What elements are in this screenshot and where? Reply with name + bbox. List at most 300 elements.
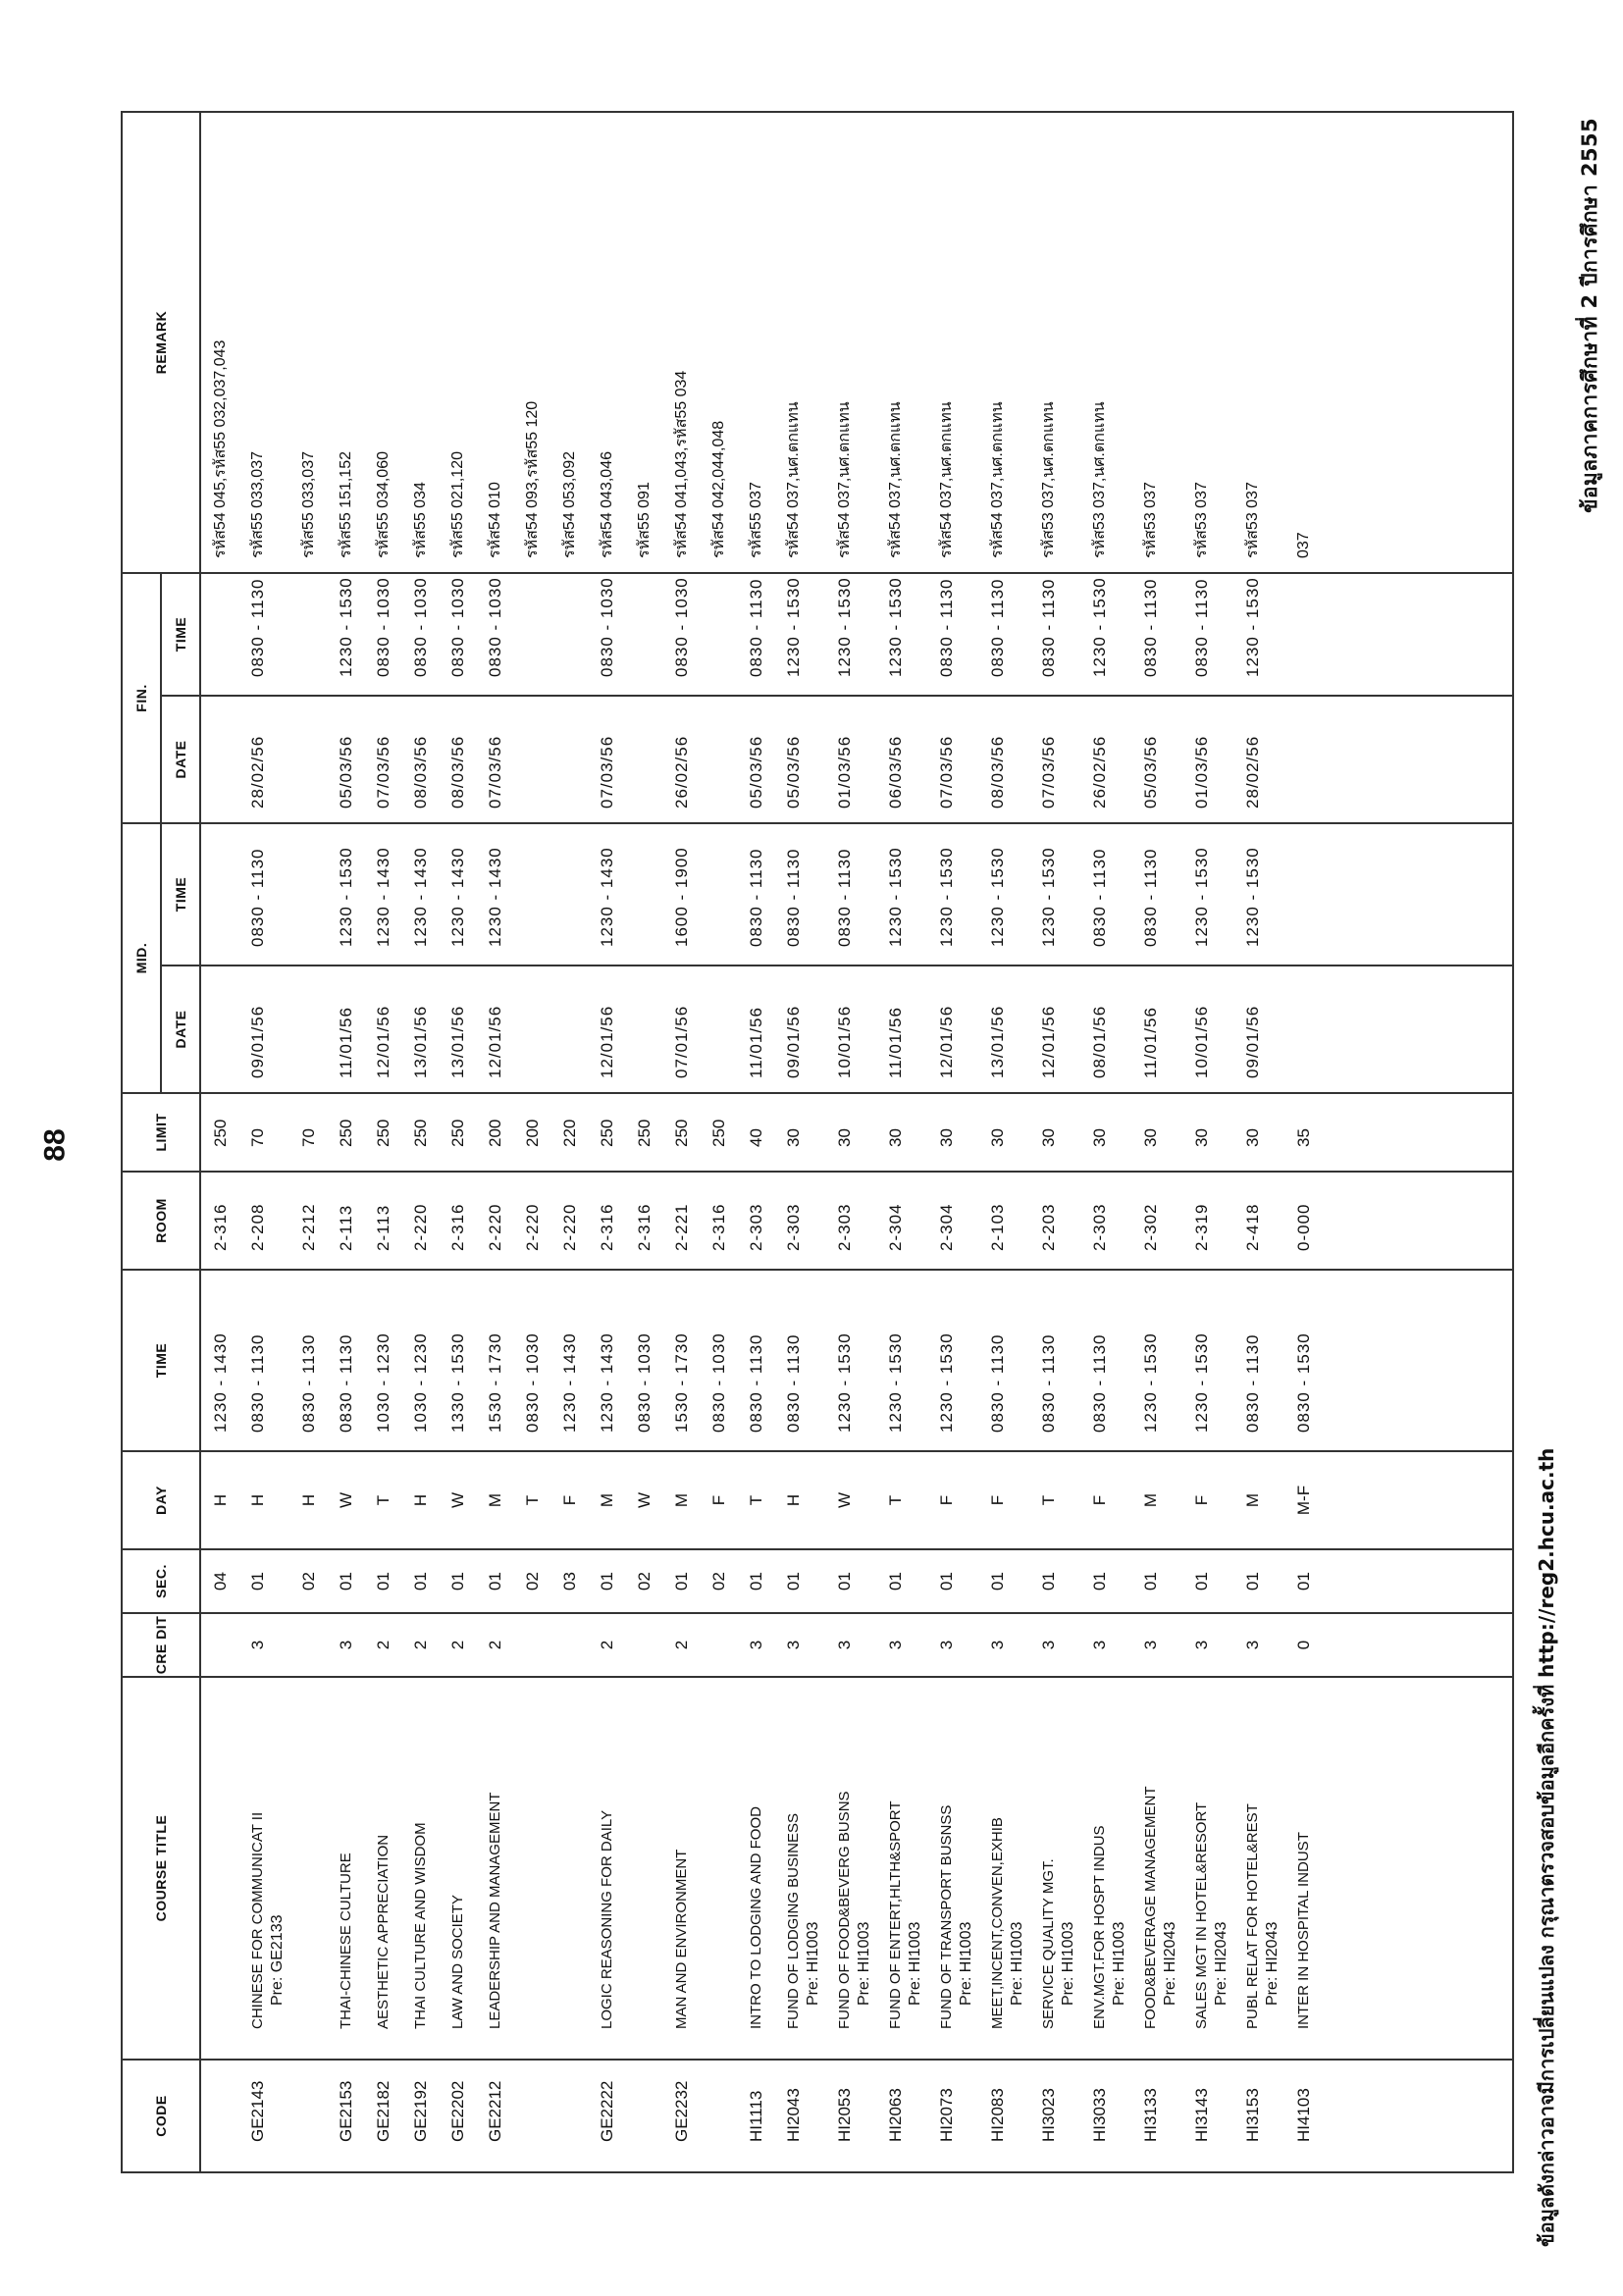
cell-remark-text: รหัส54 037,นศ.ตกแทน [938, 401, 955, 558]
cell-remark-text: รหัส54 053,092 [561, 451, 578, 558]
cell-day [635, 1452, 672, 1548]
cell-day [937, 1452, 988, 1548]
cell-day-text: F [988, 1494, 1007, 1506]
cell-sec-text: 01 [1141, 1572, 1160, 1591]
cell-remark-text: รหัส53 037 [1193, 482, 1210, 558]
cell-limit-text: 30 [784, 1128, 803, 1147]
cell-title [1192, 1678, 1243, 2059]
cell-remark [1039, 113, 1090, 572]
cell-fin-date-text: 05/03/56 [1141, 735, 1160, 809]
cell-title [523, 1678, 560, 2059]
cell-remark [560, 113, 598, 572]
cell-code-text: HI3133 [1141, 2088, 1160, 2142]
cell-day-text: F [1192, 1494, 1211, 1506]
cell-room-text: 2-103 [988, 1203, 1007, 1251]
cell-time [747, 1271, 784, 1450]
cell-mid-time [886, 824, 937, 965]
cell-fin-date [374, 697, 411, 822]
cell-remark-text: รหัส53 037,นศ.ตกแทน [1091, 401, 1108, 558]
cell-limit [374, 1094, 411, 1171]
cell-room [1141, 1173, 1192, 1269]
cell-limit-text: 250 [337, 1119, 355, 1147]
cell-credit [747, 1614, 784, 1676]
cell-time-text: 0830 - 1130 [1243, 1333, 1262, 1433]
cell-mid-date [784, 966, 835, 1092]
cell-fin-date-text: 08/03/56 [448, 735, 467, 809]
cell-room [988, 1173, 1039, 1269]
cell-fin-date [248, 697, 299, 822]
cell-room-text: 2-220 [560, 1203, 579, 1251]
cell-title [1039, 1678, 1090, 2059]
cell-limit [248, 1094, 299, 1171]
cell-code [337, 2061, 374, 2171]
cell-mid-date [747, 966, 784, 1092]
cell-day [486, 1452, 523, 1548]
cell-sec [1141, 1550, 1192, 1612]
cell-code-text: HI3023 [1039, 2088, 1058, 2142]
cell-mid-time-text: 1230 - 1530 [937, 847, 956, 947]
cell-time-text: 1230 - 1430 [560, 1332, 579, 1433]
cell-title-text: PUBL RELAT FOR HOTEL&REST [1244, 1803, 1261, 2029]
cell-fin-date [486, 697, 523, 822]
cell-limit [1141, 1094, 1192, 1171]
cell-fin-date [988, 697, 1039, 822]
cell-credit [448, 1614, 486, 1676]
page-number: 88 [38, 1128, 72, 1162]
cell-fin-time-text: 0830 - 1130 [747, 578, 765, 677]
cell-credit [886, 1614, 937, 1676]
cell-code-text: HI3033 [1090, 2088, 1109, 2142]
cell-mid-date [1141, 966, 1192, 1092]
cell-mid-time [211, 824, 248, 965]
cell-credit-text: 3 [1243, 1640, 1262, 1650]
cell-time [784, 1271, 835, 1450]
cell-limit [337, 1094, 374, 1171]
cell-limit-text: 70 [248, 1128, 267, 1147]
cell-time [1141, 1271, 1192, 1450]
cell-room-text: 2-221 [672, 1203, 691, 1251]
cell-limit-text: 30 [1243, 1128, 1262, 1147]
cell-credit-text: 3 [248, 1640, 267, 1650]
cell-mid-time [248, 824, 299, 965]
col-header-credit: CRE DIT [122, 1613, 200, 1677]
cell-room-text: 2-418 [1243, 1203, 1262, 1251]
cell-mid-date-text: 11/01/56 [337, 1007, 355, 1078]
cell-room-text: 2-303 [784, 1203, 803, 1251]
cell-limit [672, 1094, 709, 1171]
cell-limit [211, 1094, 248, 1171]
cell-sec [486, 1550, 523, 1612]
cell-fin-time [672, 574, 709, 695]
cell-room-text: 2-316 [635, 1203, 654, 1251]
cell-room [835, 1173, 886, 1269]
cell-room [560, 1173, 598, 1269]
cell-mid-date-text: 07/01/56 [672, 1005, 691, 1078]
cell-remark [988, 113, 1039, 572]
cell-remark [411, 113, 448, 572]
cell-limit-text: 200 [486, 1119, 504, 1147]
cell-credit-text: 2 [672, 1640, 691, 1650]
cell-title [299, 1678, 337, 2059]
day-column [200, 1451, 1513, 1549]
cell-sec-text: 01 [598, 1572, 616, 1591]
cell-fin-time-text: 1230 - 1530 [337, 577, 355, 677]
cell-mid-date [560, 966, 598, 1092]
col-header-sec: SEC. [122, 1549, 200, 1613]
cell-time [988, 1271, 1039, 1450]
cell-code [1192, 2061, 1243, 2171]
cell-day [886, 1452, 937, 1548]
cell-fin-date-text: 28/02/56 [1243, 735, 1262, 809]
cell-title-text: FUND OF TRANSPORT BUSNSS [938, 1804, 955, 2029]
cell-limit [1243, 1094, 1294, 1171]
cell-limit [1294, 1094, 1332, 1171]
cell-code-text: GE2192 [411, 2080, 430, 2142]
footer-notice: ข้อมูลดังกล่าวอาจมีการเปลี่ยนแปลง กรุณาตรวจสอบข้อมูลอีกครั้งที่ http://reg2.hcu.ac.th [1535, 1447, 1558, 2247]
cell-time-text: 1030 - 1230 [411, 1332, 430, 1433]
cell-mid-time [747, 824, 784, 965]
cell-mid-time [709, 824, 747, 965]
cell-fin-time [886, 574, 937, 695]
cell-limit-text: 250 [709, 1119, 728, 1147]
cell-room [248, 1173, 299, 1269]
cell-title-text: SERVICE QUALITY MGT. [1040, 1858, 1057, 2029]
cell-time-text: 1530 - 1730 [486, 1332, 504, 1433]
cell-credit-text: 2 [374, 1640, 393, 1650]
cell-title-text: THAI CULTURE AND WISDOM [412, 1822, 429, 2029]
cell-sec-text: 02 [709, 1572, 728, 1591]
col-header-mid-time: TIME [161, 823, 200, 965]
cell-code-text: HI2073 [937, 2088, 956, 2142]
cell-day [598, 1452, 635, 1548]
cell-code [635, 2061, 672, 2171]
cell-mid-date [486, 966, 523, 1092]
cell-limit [635, 1094, 672, 1171]
cell-limit-text: 250 [211, 1119, 230, 1147]
cell-credit-text: 0 [1294, 1640, 1313, 1650]
cell-limit [1090, 1094, 1141, 1171]
cell-code-text: GE2232 [672, 2080, 691, 2142]
cell-credit-text: 3 [1141, 1640, 1160, 1650]
cell-room [937, 1173, 988, 1269]
cell-day [523, 1452, 560, 1548]
cell-room [672, 1173, 709, 1269]
cell-fin-date-text: 26/02/56 [672, 735, 691, 809]
cell-day-text: W [835, 1491, 854, 1509]
cell-remark-text: 037 [1295, 532, 1312, 558]
cell-limit [988, 1094, 1039, 1171]
cell-mid-time [523, 824, 560, 965]
cell-credit [784, 1614, 835, 1676]
cell-mid-date [672, 966, 709, 1092]
cell-remark-text: รหัส55 034,060 [375, 451, 392, 558]
cell-sec-text: 01 [988, 1572, 1007, 1591]
cell-code [523, 2061, 560, 2171]
cell-time [211, 1271, 248, 1450]
prerequisite-text: Pre: HI1003 [958, 1921, 974, 2006]
cell-day-text: T [1039, 1494, 1058, 1506]
cell-fin-time [747, 574, 784, 695]
cell-credit-text: 3 [337, 1640, 355, 1650]
cell-limit [709, 1094, 747, 1171]
prerequisite-text: Pre: HI2043 [1162, 1921, 1178, 2006]
cell-sec-text: 01 [1090, 1572, 1109, 1591]
cell-time-text: 1230 - 1530 [886, 1332, 905, 1433]
cell-mid-time [1192, 824, 1243, 965]
cell-time-text: 0830 - 1030 [523, 1332, 542, 1433]
cell-credit-text: 3 [1039, 1640, 1058, 1650]
cell-room [211, 1173, 248, 1269]
cell-code [598, 2061, 635, 2171]
cell-mid-time [1090, 824, 1141, 965]
cell-credit [523, 1614, 560, 1676]
cell-mid-date-text: 09/01/56 [784, 1005, 803, 1078]
cell-time [1192, 1271, 1243, 1450]
cell-mid-time [672, 824, 709, 965]
cell-mid-time-text: 1230 - 1430 [448, 847, 467, 947]
cell-time-text: 0830 - 1130 [784, 1333, 803, 1433]
cell-title [709, 1678, 747, 2059]
cell-mid-time-text: 0830 - 1130 [1090, 848, 1109, 947]
cell-limit-text: 30 [886, 1128, 905, 1147]
cell-mid-time-text: 1230 - 1530 [886, 847, 905, 947]
cell-mid-date-text: 09/01/56 [1243, 1005, 1262, 1078]
cell-title [1141, 1678, 1192, 2059]
col-header-remark: REMARK [122, 112, 200, 573]
cell-time-text: 1530 - 1730 [672, 1332, 691, 1433]
cell-mid-date-text: 08/01/56 [1090, 1005, 1109, 1078]
cell-limit-text: 250 [411, 1119, 430, 1147]
cell-title [560, 1678, 598, 2059]
prerequisite-text: Pre: HI1003 [1111, 1921, 1127, 2006]
cell-credit [598, 1614, 635, 1676]
cell-code [784, 2061, 835, 2171]
exam-schedule-table [121, 111, 1514, 2173]
cell-mid-time-text: 1230 - 1530 [1243, 847, 1262, 947]
cell-sec-text: 01 [448, 1572, 467, 1591]
cell-mid-time-text: 1230 - 1430 [374, 847, 393, 947]
cell-limit [835, 1094, 886, 1171]
sec-column [200, 1549, 1513, 1613]
cell-credit-text: 3 [886, 1640, 905, 1650]
cell-fin-time-text: 0830 - 1130 [1141, 578, 1160, 677]
cell-remark [1141, 113, 1192, 572]
cell-fin-date [560, 697, 598, 822]
cell-credit-text: 2 [411, 1640, 430, 1650]
cell-fin-time-text: 0830 - 1130 [248, 578, 267, 677]
cell-day-text: M [598, 1492, 616, 1508]
cell-limit [747, 1094, 784, 1171]
cell-credit [211, 1614, 248, 1676]
cell-day-text: M-F [1294, 1485, 1313, 1516]
cell-room-text: 2-319 [1192, 1203, 1211, 1251]
cell-mid-time-text: 1230 - 1530 [1192, 847, 1211, 947]
cell-fin-date [1090, 697, 1141, 822]
cell-mid-date-text: 12/01/56 [1039, 1005, 1058, 1078]
cell-day-text: H [248, 1493, 267, 1507]
cell-time-text: 0830 - 1030 [635, 1332, 654, 1433]
cell-remark-text: รหัส55 091 [636, 482, 653, 558]
cell-sec [1090, 1550, 1141, 1612]
cell-mid-time-text: 0830 - 1130 [1141, 848, 1160, 947]
col-header-limit: LIMIT [122, 1093, 200, 1172]
cell-time [835, 1271, 886, 1450]
cell-day-text: T [374, 1494, 393, 1506]
cell-title [937, 1678, 988, 2059]
cell-time-text: 1030 - 1230 [374, 1332, 393, 1433]
cell-time-text: 1230 - 1530 [1141, 1332, 1160, 1433]
cell-remark-text: รหัส53 037 [1244, 482, 1261, 558]
cell-room-text: 2-203 [1039, 1203, 1058, 1251]
cell-day-text: F [560, 1494, 579, 1506]
cell-room [299, 1173, 337, 1269]
cell-mid-time [635, 824, 672, 965]
cell-code [374, 2061, 411, 2171]
cell-sec-text: 01 [937, 1572, 956, 1591]
cell-day [299, 1452, 337, 1548]
cell-fin-time-text: 1230 - 1530 [1090, 577, 1109, 677]
cell-time-text: 1230 - 1430 [598, 1332, 616, 1433]
cell-remark-text: รหัส54 045,รหัส55 032,037,043 [212, 339, 229, 558]
cell-mid-time [1294, 824, 1332, 965]
cell-credit-text: 3 [784, 1640, 803, 1650]
cell-fin-time [635, 574, 672, 695]
cell-remark-text: รหัส54 037,นศ.ตกแทน [887, 401, 904, 558]
cell-fin-date-text: 01/03/56 [835, 735, 854, 809]
cell-credit [635, 1614, 672, 1676]
cell-title-text: LEADERSHIP AND MANAGEMENT [487, 1792, 503, 2029]
cell-title [1090, 1678, 1141, 2059]
cell-room-text: 2-113 [374, 1204, 393, 1251]
cell-remark-text: รหัส55 034 [412, 482, 429, 558]
cell-mid-date [1294, 966, 1332, 1092]
remark-column [200, 112, 1513, 573]
cell-credit [1090, 1614, 1141, 1676]
cell-mid-date-text: 09/01/56 [248, 1005, 267, 1078]
cell-room [486, 1173, 523, 1269]
cell-sec [1039, 1550, 1090, 1612]
cell-code [560, 2061, 598, 2171]
cell-room [886, 1173, 937, 1269]
cell-fin-date [784, 697, 835, 822]
cell-mid-time [337, 824, 374, 965]
cell-fin-time [1090, 574, 1141, 695]
cell-limit [448, 1094, 486, 1171]
cell-limit [598, 1094, 635, 1171]
cell-time [1294, 1271, 1332, 1450]
cell-credit-text: 3 [1192, 1640, 1211, 1650]
cell-day-text: M [672, 1492, 691, 1508]
col-header-mid-date: DATE [161, 965, 200, 1093]
cell-sec-text: 03 [560, 1572, 579, 1591]
cell-limit [886, 1094, 937, 1171]
cell-remark [598, 113, 635, 572]
prerequisite-text: Pre: HI2043 [1264, 1921, 1281, 2006]
cell-remark-text: รหัส55 033,037 [300, 451, 317, 558]
cell-limit-text: 250 [672, 1119, 691, 1147]
cell-time-text: 0830 - 1530 [1294, 1332, 1313, 1433]
cell-room-text: 2-220 [411, 1203, 430, 1251]
cell-room [747, 1173, 784, 1269]
cell-remark-text: รหัส53 037 [1142, 482, 1159, 558]
cell-mid-time [988, 824, 1039, 965]
cell-day [672, 1452, 709, 1548]
cell-room-text: 2-316 [598, 1203, 616, 1251]
prerequisite-text: Pre: HI1003 [856, 1921, 872, 2006]
cell-mid-time [374, 824, 411, 965]
cell-code [248, 2061, 299, 2171]
cell-sec-text: 01 [835, 1572, 854, 1591]
cell-time [486, 1271, 523, 1450]
cell-remark [937, 113, 988, 572]
cell-credit [248, 1614, 299, 1676]
cell-mid-date [448, 966, 486, 1092]
cell-mid-date [709, 966, 747, 1092]
cell-remark [448, 113, 486, 572]
cell-sec [411, 1550, 448, 1612]
cell-day-text: H [411, 1493, 430, 1507]
cell-day-text: H [784, 1493, 803, 1507]
cell-day [1090, 1452, 1141, 1548]
cell-remark-text: รหัส55 037 [748, 482, 764, 558]
cell-sec-text: 02 [635, 1572, 654, 1591]
cell-sec [523, 1550, 560, 1612]
cell-title-text: FUND OF FOOD&BEVERG BUSNS [836, 1791, 853, 2029]
cell-code-text: GE2222 [598, 2080, 616, 2142]
cell-mid-date-text: 12/01/56 [374, 1005, 393, 1078]
cell-credit [835, 1614, 886, 1676]
cell-code [886, 2061, 937, 2171]
cell-remark [672, 113, 709, 572]
cell-room-text: 2-220 [523, 1203, 542, 1251]
cell-limit [1192, 1094, 1243, 1171]
cell-room [1039, 1173, 1090, 1269]
cell-code [486, 2061, 523, 2171]
cell-mid-date [1192, 966, 1243, 1092]
cell-mid-date-text: 11/01/56 [1141, 1007, 1160, 1078]
cell-fin-time [988, 574, 1039, 695]
cell-code-text: HI4103 [1294, 2088, 1313, 2142]
cell-day-text: W [635, 1491, 654, 1509]
cell-fin-date [1192, 697, 1243, 822]
cell-room-text: 2-113 [337, 1204, 355, 1251]
cell-mid-date-text: 12/01/56 [486, 1005, 504, 1078]
cell-remark [486, 113, 523, 572]
cell-mid-time [1141, 824, 1192, 965]
cell-credit [374, 1614, 411, 1676]
cell-time-text: 1230 - 1530 [1192, 1332, 1211, 1433]
cell-code-text: HI2063 [886, 2088, 905, 2142]
cell-fin-time [937, 574, 988, 695]
cell-title-text: AESTHETIC APPRECIATION [375, 1834, 392, 2029]
prerequisite-text: Pre: HI1003 [1060, 1921, 1076, 2006]
cell-code [1141, 2061, 1192, 2171]
cell-fin-time [486, 574, 523, 695]
cell-code-text: HI2043 [784, 2088, 803, 2142]
cell-room-text: 2-212 [299, 1203, 318, 1251]
cell-credit-text: 2 [598, 1640, 616, 1650]
cell-credit-text: 3 [1090, 1640, 1109, 1650]
cell-limit-text: 30 [1141, 1128, 1160, 1147]
cell-code [937, 2061, 988, 2171]
cell-fin-time [560, 574, 598, 695]
title-column [200, 1677, 1513, 2060]
cell-mid-date [248, 966, 299, 1092]
cell-fin-time-text: 0830 - 1030 [672, 577, 691, 677]
cell-fin-date-text: 05/03/56 [337, 735, 355, 809]
cell-time [1039, 1271, 1090, 1450]
cell-limit [784, 1094, 835, 1171]
